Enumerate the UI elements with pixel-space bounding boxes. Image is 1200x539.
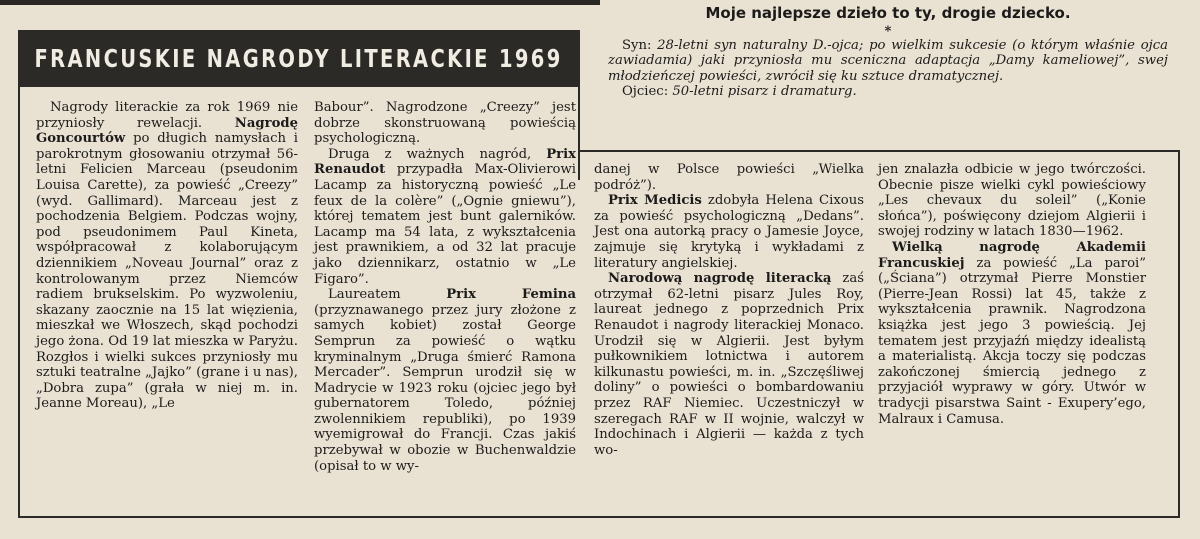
asterisk-divider: * — [884, 23, 892, 39]
prize-name: Prix Renaudot — [314, 146, 576, 178]
paragraph — [594, 193, 864, 271]
ojciec-label: Ojciec: — [622, 84, 669, 100]
prize-name: Narodową nagrodę literacką — [608, 271, 832, 287]
prize-name: Prix Femina — [446, 287, 576, 303]
syn-label: Syn: — [622, 37, 652, 53]
text: Druga z ważnych nagród, — [328, 146, 532, 162]
top-strip-rule — [0, 0, 600, 5]
text: (przyznawanego przez jury złożone z samych kobiet) został George Semprun za powieść o wątku kryminalnym „Druga śmierć Ramona Mercader”. Semprun urodził się w Madrycie w 1923 roku (ojciec jego był gubernatorem Toledo, później zwolennikiem republiki), po 1939 wyemigrował do Francji. Czas jakiś przebywał w obozie w Buchenwaldzie (opisał to w wy- — [314, 302, 576, 474]
drama-ojciec-line — [608, 84, 1168, 100]
article-column-2 — [314, 100, 576, 474]
paragraph — [594, 271, 864, 458]
paragraph — [36, 100, 298, 412]
drama-syn-line — [608, 38, 1168, 85]
article-column-1 — [36, 100, 298, 412]
paragraph — [314, 287, 576, 474]
prize-name: Nagrodę Goncourtów — [36, 115, 298, 147]
frame-rule-bottom — [18, 516, 1180, 518]
frame-rule-right — [1178, 150, 1180, 518]
frame-rule-middle — [578, 150, 1180, 152]
text: po długich namysłach i parokrotnym głosowaniu otrzymał 56-letni Felicien Marceau (pseudonim Louisa Carette), za powieść „Creezy” (wyd. Gallimard). Marceau jest z pochodzenia Belgiem. Podczas wojny, pod pseudonimem Paul Kineta, współpracował z kolaborującym dziennikiem „Noveau Journal” oraz z kontrolowanym przez Niemców radiem brukselskim. Po wyzwoleniu, skazany zaocznie na 15 lat więzienia, mieszkał we Włoszech, skąd pochodzi jego żona. Od 19 lat mieszka w Paryżu. Rozgłos i wielki sukces przyniosły mu sztuki teatralne „Jajko” (grane i u nas), „Dobra zupa” (grała w niej m. in. Jeanne Moreau), „Le — [36, 131, 298, 412]
ojciec-text: 50-letni pisarz i dramaturg. — [672, 84, 857, 100]
article-title-box — [18, 30, 580, 86]
drama-excerpt — [608, 6, 1168, 100]
paragraph: Babour”. Nagrodzone „Creezy” jest dobrze skonstruowaną powieścią psychologiczną. — [314, 100, 576, 147]
text: zaś otrzymał 62-letni pisarz Jules Roy, laureat jednego z poprzednich Prix Renaudot i nagrody literackiej Monaco. Urodził się w Algierii. Jest byłym pułkownikiem lotnictwa i autorem kilkunastu powieści, m. in. „Szczęśliwej doliny” o powieści o bombardowaniu przez RAF Niemiec. Uczestniczył w szeregach RAF w II wojnie, walczył w Indochinach i Algierii — każda z tych wo- — [594, 271, 864, 458]
article-title: FRANCUSKIE NAGRODY LITERACKIE 1969 — [34, 43, 564, 73]
article-column-3 — [594, 162, 864, 458]
frame-rule-top — [18, 85, 580, 87]
text: przypadła Max-Olivierowi Lacamp za historyczną powieść „Le feux de la colère” („Ognie gniewu”), której tematem jest bunt galerników. Lacamp ma 54 lata, z wykształcenia jest prawnikiem, a od 32 lat pracuje jako dziennikarz, ostatnio w „Le Figaro”. — [314, 162, 576, 287]
article-column-4 — [878, 162, 1146, 427]
text: zdobyła Helena Cixous za powieść psychologiczną „Dedans”. Jest ona autorką pracy o Jamesie Joyce, zajmuje się krytyką i wykładami z literatury angielskiej. — [594, 193, 864, 271]
paragraph: jen znalazła odbicie w jego twórczości. Obecnie pisze wielki cykl powieściowy „Les chevaux du soleil” („Konie słońca”), poświęcony dziejom Algierii i swojej rodziny w latach 1830—1962. — [878, 162, 1146, 240]
syn-text: 28-letni syn naturalny D.-ojca; po wielkim sukcesie (o którym właśnie ojca zawiadamia) jaki przyniosła mu sceniczna adaptacja „Damy kameliowej”, swej młodzieńczej powieści, zwrócił się ku sztuce dramatycznej. — [608, 37, 1168, 84]
text: Nagrody literackie za rok 1969 nie przyniosły rewelacji. — [36, 100, 298, 131]
text: Laureatem — [328, 287, 401, 303]
frame-rule-right-upper — [578, 30, 580, 180]
text: za powieść „La paroi” („Ściana”) otrzymał Pierre Monstier (Pierre-Jean Rossi) lat 45, także z wykształcenia prawnik. Nagrodzona książka jest jego 3 powieścią. Jej tematem jest przyjaźń między idealistą a materialistą. Akcja toczy się podczas zakończonej śmiercią jednego z przyjaciół wyprawy w góry. Utwór w tradycji pisarstwa Saint - Exupery’ego, Malraux i Camusa. — [878, 255, 1146, 427]
drama-heading: Moje najlepsze dzieło to ty, drogie dziecko. — [705, 4, 1071, 22]
paragraph — [878, 240, 1146, 427]
prize-name: Prix Medicis — [608, 193, 702, 209]
prize-name: Wielką nagrodę Akademii Francuskiej — [878, 239, 1146, 271]
frame-rule-left — [18, 86, 20, 516]
paragraph — [314, 147, 576, 287]
paragraph: danej w Polsce powieści „Wielka podróż”). — [594, 162, 864, 193]
